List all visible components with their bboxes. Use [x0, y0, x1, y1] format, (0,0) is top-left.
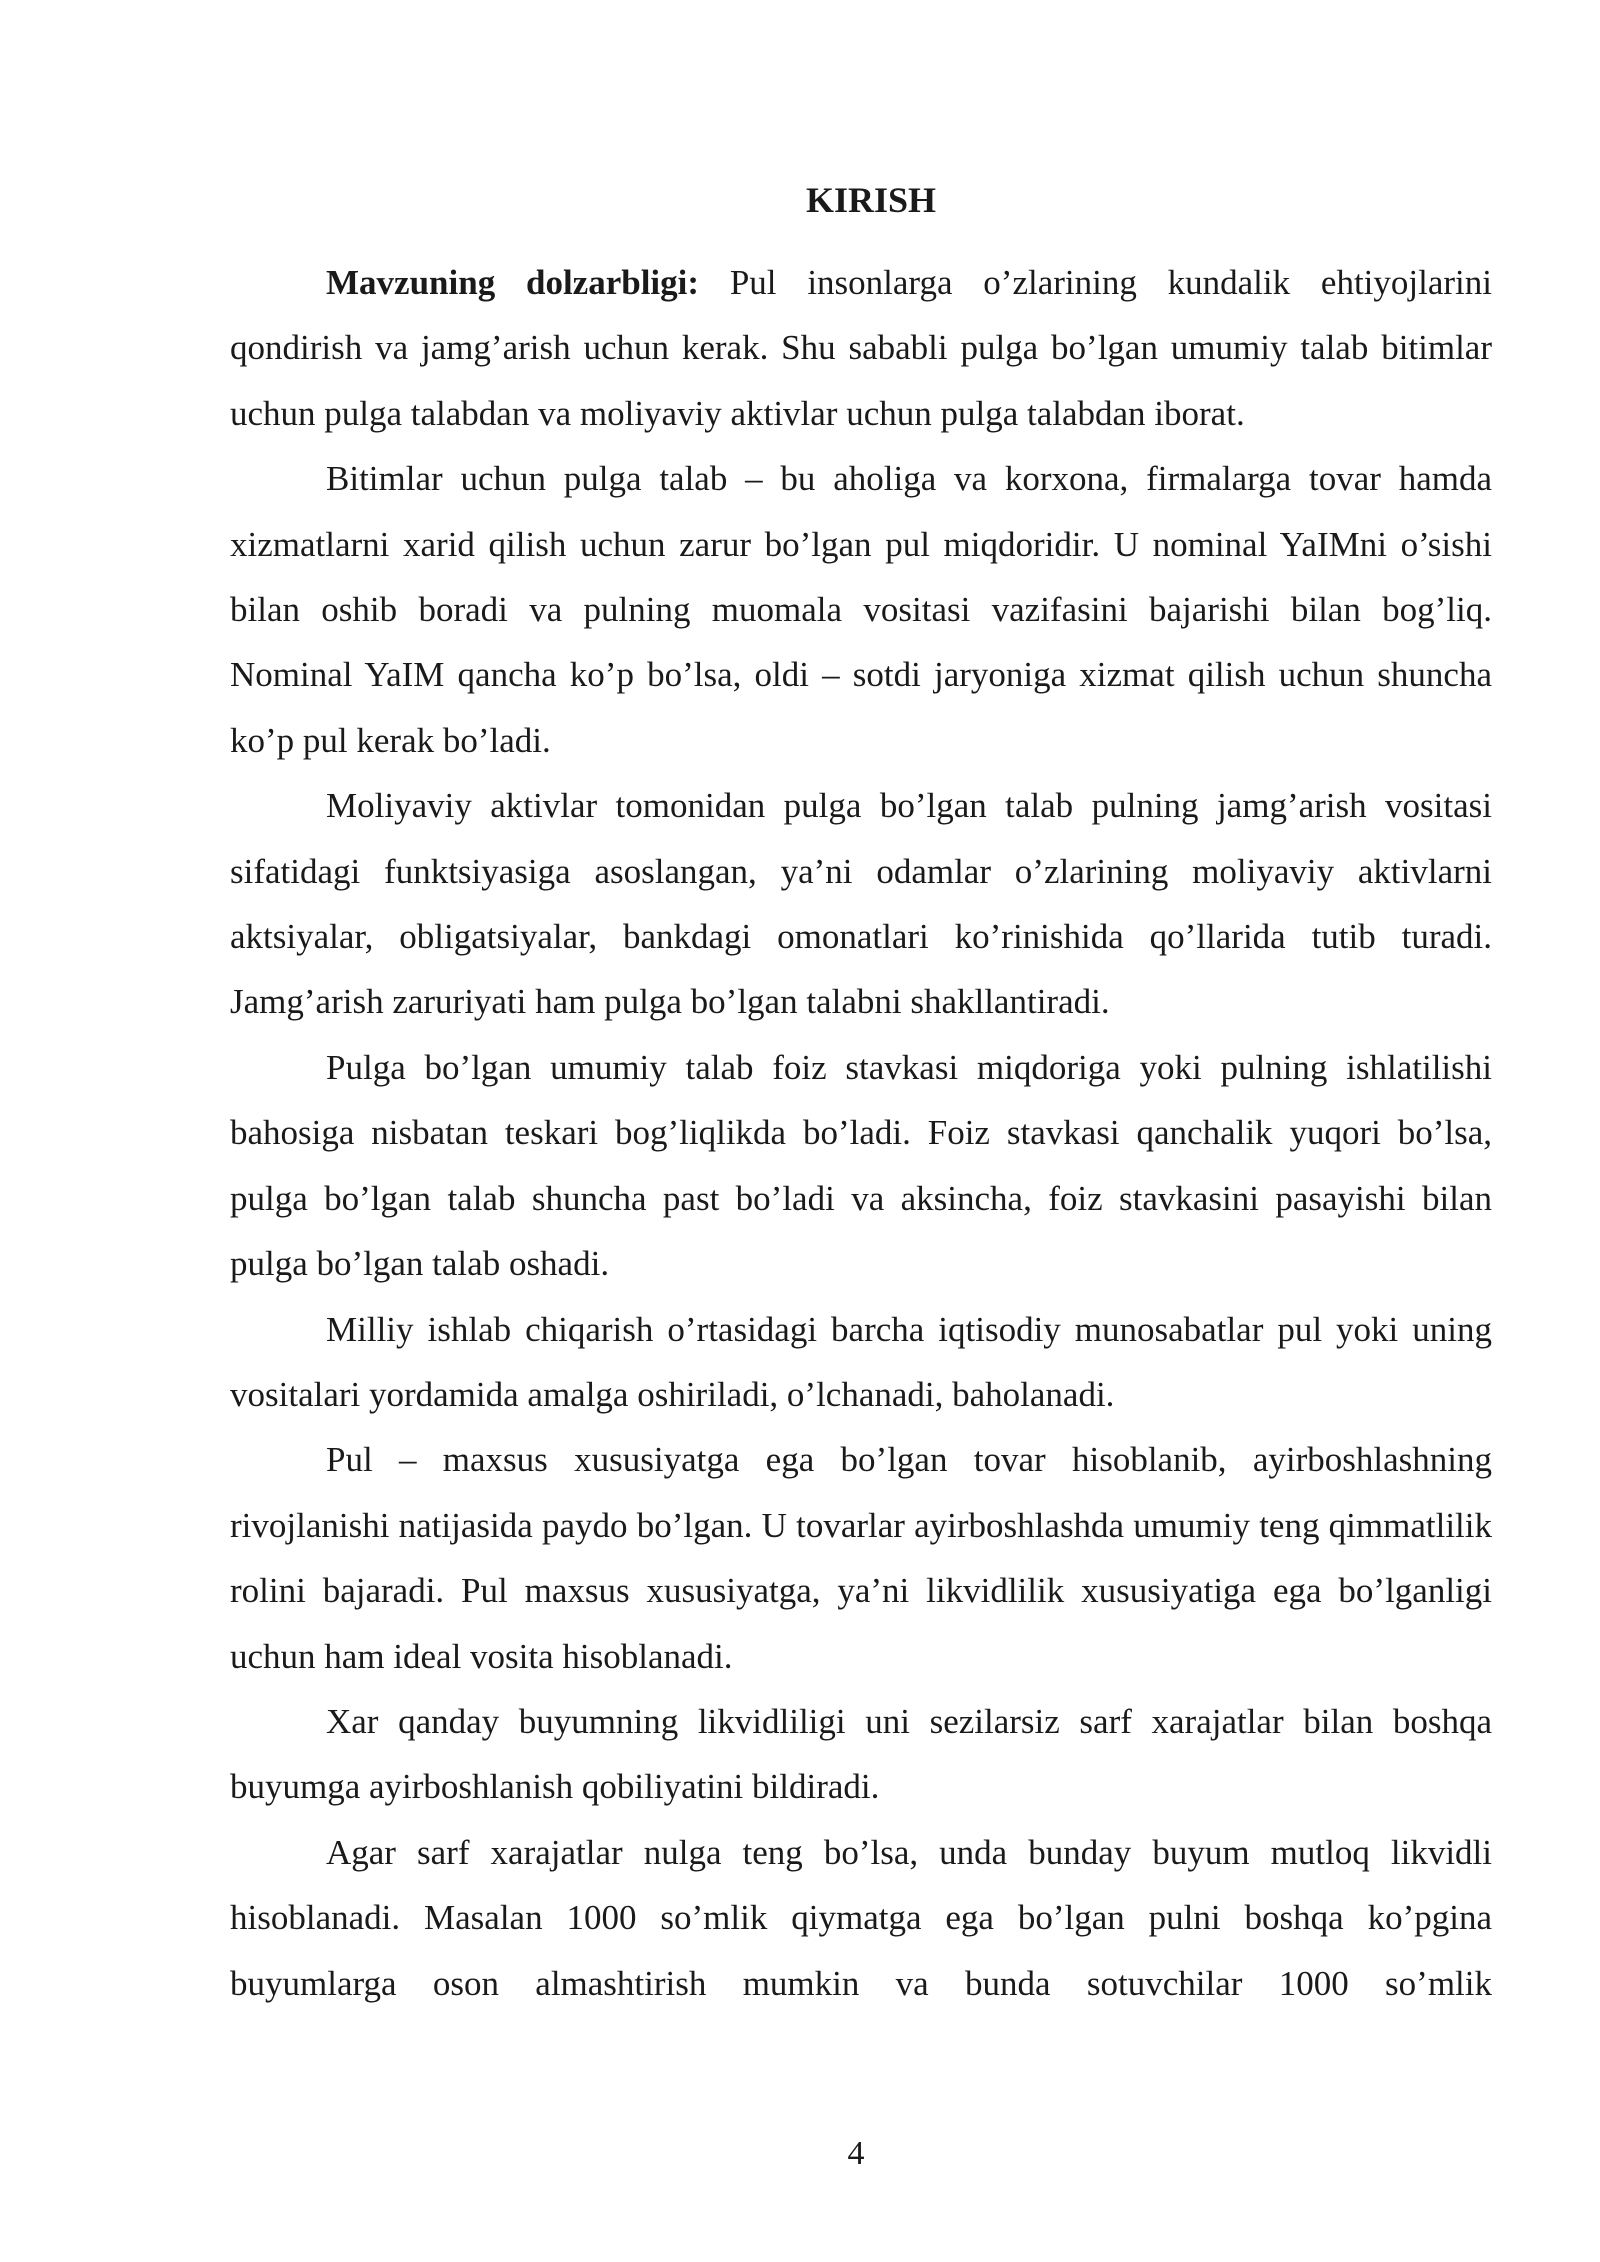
paragraph-relevance — [230, 250, 1492, 446]
page-number: 4 — [847, 2135, 865, 2172]
paragraph-asset-demand: Moliyaviy aktivlar tomonidan pulga bo’lgan talab pulning jamg’arish vositasi sifatidagi funktsiyasiga asoslangan, ya’ni odamlar o’zlarining moliyaviy aktivlarni aktsiyalar, obligatsiyalar, bankdagi omonatlari ko’rinishida qo’llarida tutib turadi. Jamg’arish zaruriyati ham pulga bo’lgan talabni shakllantiradi. — [230, 786, 1492, 1022]
paragraph-transactions-demand: Bitimlar uchun pulga talab – bu aholiga va korxona, firmalarga tovar hamda xizmatlarni xarid qilish uchun zarur bo’lgan pul miqdoridir. U nominal YaIMni o’sishi bilan oshib boradi va pulning muomala vositasi vazifasini bajarishi bilan bog’liq. Nominal YaIM qancha ko’p bo’lsa, oldi – sotdi jaryoniga xizmat qilish uchun shuncha ko’p pul kerak bo’ladi. — [230, 459, 1492, 760]
paragraph-lead: Mavzuning dolzarbligi: — [326, 263, 700, 302]
paragraph-text: Pul insonlarga o’zlarining kundalik ehtiyojlarini qondirish va jamg’arish uchun kerak. Shu sababli pulga bo’lgan umumiy talab bitimlar uchun pulga talabdan va moliyaviy aktivlar uchun pulga talabdan iborat. — [230, 263, 1492, 433]
paragraph-liquidity: Xar qanday buyumning likvidliligi uni sezilarsiz sarf xarajatlar bilan boshqa buyumga ayirboshlanish qobiliyatini bildiradi. — [230, 1701, 1492, 1807]
paragraph-interest-rate: Pulga bo’lgan umumiy talab foiz stavkasi miqdoriga yoki pulning ishlatilishi bahosiga nisbatan teskari bog’liqlikda bo’ladi. Foiz stavkasi qanchalik yuqori bo’lsa, pulga bo’lgan talab shuncha past bo’ladi va aksincha, foiz stavkasini pasayishi bilan pulga bo’lgan talab oshadi. — [230, 1047, 1492, 1284]
paragraph-absolute-liquidity: Agar sarf xarajatlar nulga teng bo’lsa, unda bunday buyum mutloq likvidli hisoblanadi. Masalan 1000 so’mlik qiymatga ega bo’lgan pulni boshqa ko’pgina buyumlarga oson almashtirish mumkin va bunda sotuvchilar 1000 so’mlik — [230, 1832, 1492, 2003]
paragraph-national-production: Milliy ishlab chiqarish o’rtasidagi barcha iqtisodiy munosabatlar pul yoki uning vositalari yordamida amalga oshiriladi, o’lchanadi, baholanadi. — [230, 1309, 1492, 1414]
paragraph-money-definition: Pul – maxsus xususiyatga ega bo’lgan tovar hisoblanib, ayirboshlashning rivojlanishi natijasida paydo bo’lgan. U tovarlar ayirboshlashda umumiy teng qimmatlilik rolini bajaradi. Pul maxsus xususiyatga, ya’ni likvidlilik xususiyatiga ega bo’lganligi uchun ham ideal vosita hisoblanadi. — [230, 1440, 1492, 1676]
document-page — [230, 170, 1492, 2016]
section-title: KIRISH — [805, 180, 937, 220]
